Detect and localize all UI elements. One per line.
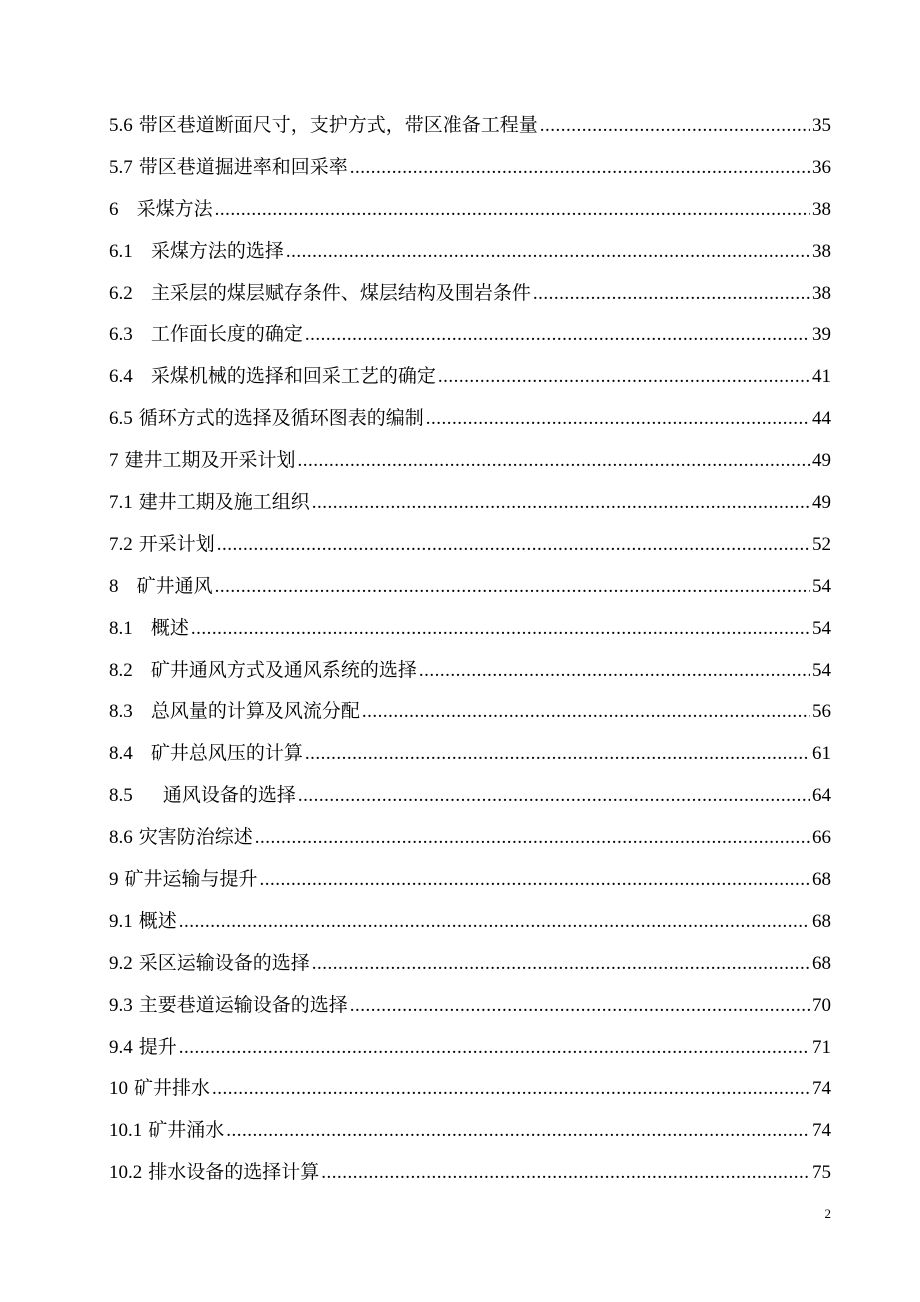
toc-entry-page: 70 xyxy=(812,994,831,1016)
toc-entry-page: 54 xyxy=(812,617,831,639)
toc-entry-page: 49 xyxy=(812,492,831,514)
toc-entry-title: 概述 xyxy=(138,616,189,639)
toc-entry-title: 建井工期及施工组织 xyxy=(138,491,310,514)
toc-entry-page: 49 xyxy=(812,450,831,472)
toc-leader-dots xyxy=(286,235,810,269)
toc-entry-page: 68 xyxy=(812,910,831,932)
toc-entry-title: 矿井排水 xyxy=(134,1077,211,1100)
toc-entry-title: 矿井通风 xyxy=(124,574,213,597)
toc-entry xyxy=(109,946,831,988)
toc-leader-dots xyxy=(312,486,810,520)
toc-leader-dots xyxy=(260,863,810,897)
toc-entry-number: 5.7 xyxy=(109,156,133,178)
toc-entry-page: 54 xyxy=(812,575,831,597)
toc-entry-title: 概述 xyxy=(138,909,177,932)
toc-leader-dots xyxy=(217,528,810,562)
toc-entry-number: 8.3 xyxy=(109,701,133,723)
toc-entry-number: 6.2 xyxy=(109,282,133,304)
toc-entry-number: 8.1 xyxy=(109,617,133,639)
toc-leader-dots xyxy=(215,193,810,227)
toc-entry-page: 71 xyxy=(812,1036,831,1058)
toc-leader-dots xyxy=(540,109,810,143)
toc-entry xyxy=(109,988,831,1030)
toc-entry-number: 10.2 xyxy=(109,1162,143,1184)
toc-entry-number: 10.1 xyxy=(109,1120,143,1142)
toc-entry xyxy=(109,1071,831,1113)
toc-entry-number: 8.6 xyxy=(109,827,133,849)
toc-entry-number: 7 xyxy=(109,450,119,472)
toc-entry xyxy=(109,1030,831,1072)
toc-entry-page: 66 xyxy=(812,827,831,849)
toc-entry-title: 灾害防治综述 xyxy=(138,826,253,849)
toc-entry-number: 7.1 xyxy=(109,492,133,514)
toc-leader-dots xyxy=(179,905,810,939)
toc-entry xyxy=(109,443,831,485)
toc-leader-dots xyxy=(312,947,810,981)
toc-leader-dots xyxy=(179,1031,810,1065)
toc-entry-page: 68 xyxy=(812,869,831,891)
table-of-contents xyxy=(109,108,831,1197)
toc-entry-number: 9.2 xyxy=(109,952,133,974)
toc-entry xyxy=(109,778,831,820)
toc-leader-dots xyxy=(350,151,810,185)
toc-leader-dots xyxy=(212,1072,810,1106)
toc-entry xyxy=(109,527,831,569)
toc-leader-dots xyxy=(321,1156,810,1190)
toc-entry-number: 5.6 xyxy=(109,115,133,136)
toc-entry-title: 提升 xyxy=(138,1035,177,1058)
toc-entry-page: 68 xyxy=(812,952,831,974)
toc-entry xyxy=(109,1155,831,1197)
toc-leader-dots xyxy=(298,444,810,478)
toc-leader-dots xyxy=(533,277,810,311)
toc-entry-number: 6.1 xyxy=(109,240,133,262)
toc-entry xyxy=(109,694,831,736)
toc-entry xyxy=(109,485,831,527)
toc-entry-number: 9 xyxy=(109,869,119,891)
toc-entry-page: 52 xyxy=(812,533,831,555)
toc-entry-title: 工作面长度的确定 xyxy=(138,323,303,346)
toc-leader-dots xyxy=(362,695,810,729)
toc-leader-dots xyxy=(438,360,810,394)
toc-entry xyxy=(109,820,831,862)
toc-leader-dots xyxy=(255,821,810,855)
toc-entry-number: 9.3 xyxy=(109,994,133,1016)
toc-entry-title: 采煤方法的选择 xyxy=(138,239,284,262)
toc-entry-title: 排水设备的选择计算 xyxy=(148,1161,320,1184)
toc-entry-page: 41 xyxy=(812,366,831,388)
toc-entry xyxy=(109,359,831,401)
toc-entry-title: 采煤机械的选择和回采工艺的确定 xyxy=(138,365,436,388)
toc-entry-number: 6.3 xyxy=(109,324,133,346)
toc-entry-number: 6.4 xyxy=(109,366,133,388)
toc-entry-title: 矿井运输与提升 xyxy=(124,868,258,891)
toc-entry-title: 矿井通风方式及通风系统的选择 xyxy=(138,658,417,681)
toc-entry xyxy=(109,276,831,318)
toc-entry-title: 循环方式的选择及循环图表的编制 xyxy=(138,407,424,430)
toc-entry-page: 74 xyxy=(812,1078,831,1100)
toc-entry-title: 主要巷道运输设备的选择 xyxy=(138,993,348,1016)
toc-entry-page: 38 xyxy=(812,282,831,304)
toc-entry xyxy=(109,653,831,695)
toc-entry-number: 8.2 xyxy=(109,659,133,681)
toc-leader-dots xyxy=(215,570,810,604)
toc-entry xyxy=(109,317,831,359)
toc-entry xyxy=(109,401,831,443)
toc-entry xyxy=(109,611,831,653)
toc-entry-title: 矿井涌水 xyxy=(148,1119,225,1142)
toc-entry-page: 74 xyxy=(812,1120,831,1142)
toc-entry-title: 采煤方法 xyxy=(124,197,213,220)
toc-entry xyxy=(109,234,831,276)
toc-entry-title: 带区巷道断面尺寸，支护方式，带区准备工程量 xyxy=(138,114,538,136)
toc-entry-title: 采区运输设备的选择 xyxy=(138,951,310,974)
page-number: 2 xyxy=(824,1206,831,1221)
toc-entry xyxy=(109,569,831,611)
toc-entry-number: 8.4 xyxy=(109,743,133,765)
toc-entry-number: 6 xyxy=(109,198,119,220)
toc-entry xyxy=(109,1113,831,1155)
toc-entry xyxy=(109,108,831,150)
toc-leader-dots xyxy=(191,612,810,646)
toc-entry xyxy=(109,736,831,778)
toc-entry-title: 矿井总风压的计算 xyxy=(138,742,303,765)
toc-entry-number: 9.1 xyxy=(109,910,133,932)
toc-entry-page: 39 xyxy=(812,324,831,346)
toc-leader-dots xyxy=(305,737,810,771)
toc-entry-page: 61 xyxy=(812,743,831,765)
toc-entry-page: 75 xyxy=(812,1162,831,1184)
toc-entry-page: 38 xyxy=(812,198,831,220)
toc-leader-dots xyxy=(426,402,810,436)
toc-entry-title: 开采计划 xyxy=(138,532,215,555)
toc-entry-title: 带区巷道掘进率和回采率 xyxy=(138,155,348,178)
toc-leader-dots xyxy=(305,318,810,352)
toc-entry-title: 建井工期及开采计划 xyxy=(124,449,296,472)
toc-entry-number: 6.5 xyxy=(109,408,133,430)
toc-entry-number: 7.2 xyxy=(109,533,133,555)
toc-entry xyxy=(109,192,831,234)
toc-entry-number: 8 xyxy=(109,575,119,597)
toc-entry-title: 通风设备的选择 xyxy=(138,784,296,807)
toc-entry-title: 主采层的煤层赋存条件、煤层结构及围岩条件 xyxy=(138,281,531,304)
toc-leader-dots xyxy=(350,989,810,1023)
toc-entry xyxy=(109,904,831,946)
toc-entry-number: 8.5 xyxy=(109,785,133,807)
toc-entry-title: 总风量的计算及风流分配 xyxy=(138,700,360,723)
toc-entry-page: 36 xyxy=(812,156,831,178)
toc-entry xyxy=(109,150,831,192)
toc-entry-number: 9.4 xyxy=(109,1036,133,1058)
toc-entry-page: 56 xyxy=(812,701,831,723)
toc-entry-page: 54 xyxy=(812,659,831,681)
toc-entry-page: 38 xyxy=(812,240,831,262)
toc-leader-dots xyxy=(419,654,810,688)
toc-entry-page: 64 xyxy=(812,785,831,807)
toc-entry-page: 35 xyxy=(812,115,831,136)
toc-leader-dots xyxy=(298,779,810,813)
toc-leader-dots xyxy=(226,1114,810,1148)
toc-entry xyxy=(109,862,831,904)
toc-entry-number: 10 xyxy=(109,1078,128,1100)
toc-entry-page: 44 xyxy=(812,408,831,430)
